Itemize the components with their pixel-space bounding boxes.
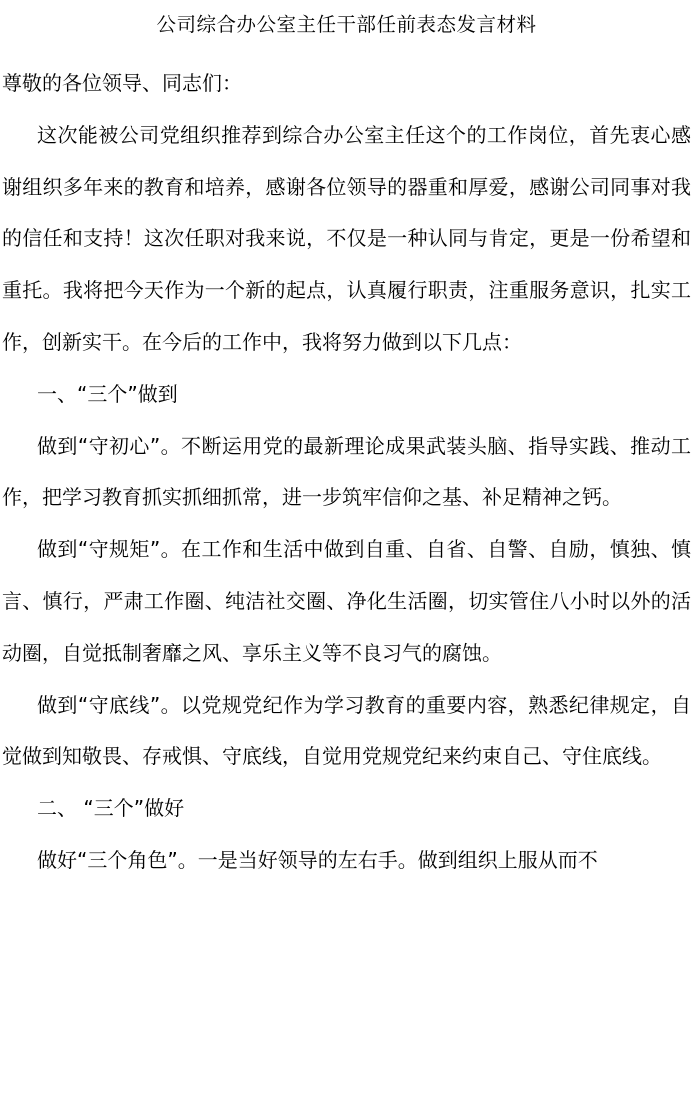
paragraph-shou-guiju: 做到“守规矩”。在工作和生活中做到自重、自省、自警、自励，慎独、慎言、慎行，严肃工作圈、纯洁社交圈、净化生活圈，切实管住八小时以外的活动圈，自觉抵制奢靡之风、享乐主义等不良习气的腐蚀。: [2, 537, 691, 665]
section-heading-two: 二、 “三个”做好: [37, 796, 185, 821]
document-body: [2, 58, 691, 887]
paragraph-intro: 这次能被公司党组织推荐到综合办公室主任这个的工作岗位，首先衷心感谢组织多年来的教育和培养，感谢各位领导的器重和厚爱，感谢公司同事对我的信任和支持！这次任职对我来说，不仅是一种认同与肯定，更是一份希望和重托。我将把今天作为一个新的起点，认真履行职责，注重服务意识，扎实工作，创新实干。在今后的工作中，我将努力做到以下几点：: [2, 122, 691, 354]
section-heading-one: 一、“三个”做到: [37, 381, 178, 406]
paragraph-san-ge-jiaose: 做好“三个角色”。一是当好领导的左右手。做到组织上服从而不: [37, 847, 598, 872]
document-title: 公司综合办公室主任干部任前表态发言材料: [156, 13, 537, 36]
paragraph-shou-chuxin: 做到“守初心”。不断运用党的最新理论成果武装头脑、指导实践、推动工作，把学习教育抓实抓细抓常，进一步筑牢信仰之基、补足精神之钙。: [2, 433, 691, 510]
salutation: 尊敬的各位领导、同志们：: [2, 71, 242, 95]
paragraph-shou-dixian: 做到“守底线”。以党规党纪作为学习教育的重要内容，熟悉纪律规定，自觉做到知敬畏、存戒惧、守底线，自觉用党规党纪来约束自己、守住底线。: [2, 692, 691, 769]
